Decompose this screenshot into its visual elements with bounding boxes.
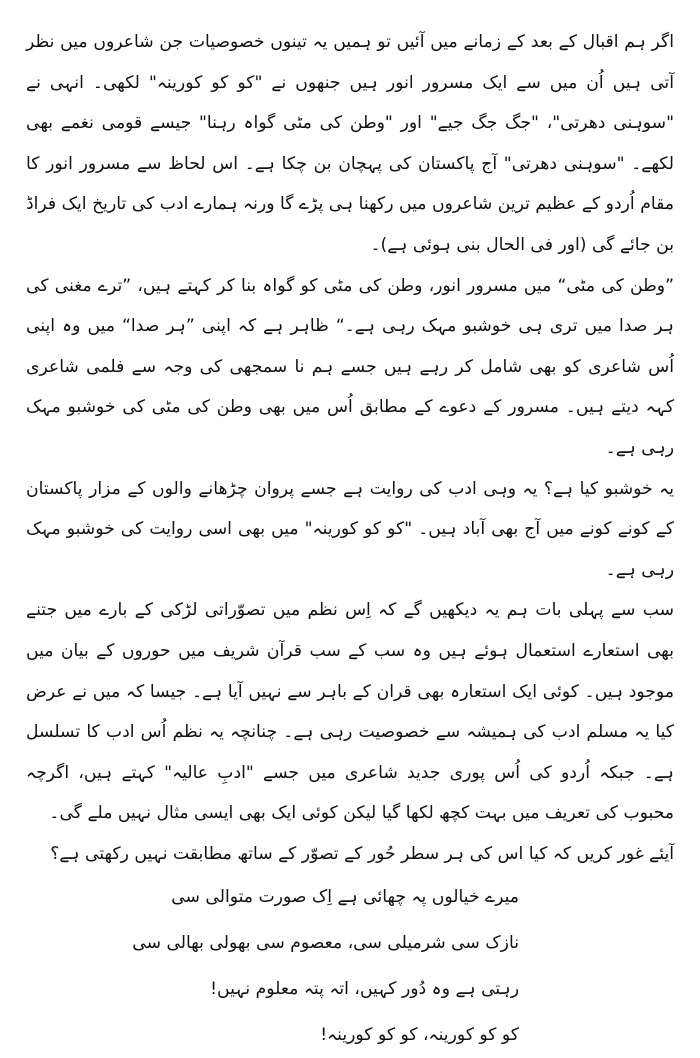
paragraph-masroor-anwar: اگر ہم اقبال کے بعد کے زمانے میں آئیں تو ہمیں یہ تینوں خصوصیات جن شاعروں میں نظر آتی ہیں اُن میں سے ایک مسرور انور ہیں جنھوں نے "کو کو کورینہ" لکھی۔ انہی نے "سوہنی دھرتی"، "جگ جگ جیے" اور "وطن کی مٹی گواہ رہنا" جیسے قومی نغمے بھی لکھے۔ "سوہنی دھرتی" آج پاکستان کی پہچان بن چکا ہے۔ اس لحاظ سے مسرور انور کا مقام اُردو کے عظیم ترین شاعروں میں رکھنا ہی پڑے گا ورنہ ہمارے ادب کی تاریخ ایک فراڈ بن جائے گی (اور فی الحال بنی ہوئی ہے)۔ bbox=[26, 32, 674, 255]
paragraph-question: آیئے غور کریں کہ کیا اس کی ہر سطر حُور کے تصوّر کے ساتھ مطابقت نہیں رکھتی ہے؟ bbox=[50, 843, 674, 864]
verse-line: میرے خیالوں پہ چھائی ہے اِک صورت متوالی سی bbox=[171, 887, 519, 908]
verse-line: کو کو کورینہ، کو کو کورینہ! bbox=[320, 1025, 519, 1046]
verse-line: رہتی ہے وہ دُور کہیں، اتہ پتہ معلوم نہیں! bbox=[210, 979, 519, 1000]
paragraph-watan-ki-mitti: ”وطن کی مٹی“ میں مسرور انور، وطن کی مٹی کو گواہ بنا کر کہتے ہیں، ”ترے مغنی کی ہر صدا میں تری ہی خوشبو مہک رہی ہے۔“ ظاہر ہے کہ اپنی ”ہر صدا“ میں وہ اپنی اُس شاعری کو بھی شامل کر رہے ہیں جسے ہم نا سمجھی کی وجہ سے فلمی شاعری کہہ دیتے ہیں۔ مسرور کے دعوے کے مطابق اُس میں بھی وطن کی مٹی کی خوشبو مہک رہی ہے۔ bbox=[26, 275, 674, 458]
verse-line: نازک سی شرمیلی سی، معصوم سی بھولی بھالی سی bbox=[132, 933, 519, 954]
paragraph-metaphors: سب سے پہلی بات ہم یہ دیکھیں گے کہ اِس نظم میں تصوّراتی لڑکی کے بارے میں جتنے بھی استعارے استعمال ہوئے ہیں وہ سب کے سب قرآن شریف میں حوروں کے بیان میں موجود ہیں۔ کوئی ایک استعارہ بھی قران کے باہر سے نہیں آیا ہے۔ جیسا کہ میں نے عرض کیا یہ مسلم ادب کی ہمیشہ سے خصوصیت رہی ہے۔ چنانچہ یہ نظم اُس ادب کا تسلسل ہے۔ جبکہ اُردو کی اُس پوری جدید شاعری میں جسے "ادبِ عالیہ" کہتے ہیں، اگرچہ محبوب کی تعریف میں بہت کچھ لکھا گیا لیکن کوئی ایک بھی ایسی مثال نہیں ملے گی۔ bbox=[26, 600, 674, 824]
paragraph-khushboo: یہ خوشبو کیا ہے؟ یہ وہی ادب کی روایت ہے جسے پروان چڑھانے والوں کے مزار پاکستان کے کونے کونے میں آج بھی آباد ہیں۔ "کو کو کورینہ" میں بھی اسی روایت کی خوشبو مہک رہی ہے۔ bbox=[26, 478, 674, 580]
